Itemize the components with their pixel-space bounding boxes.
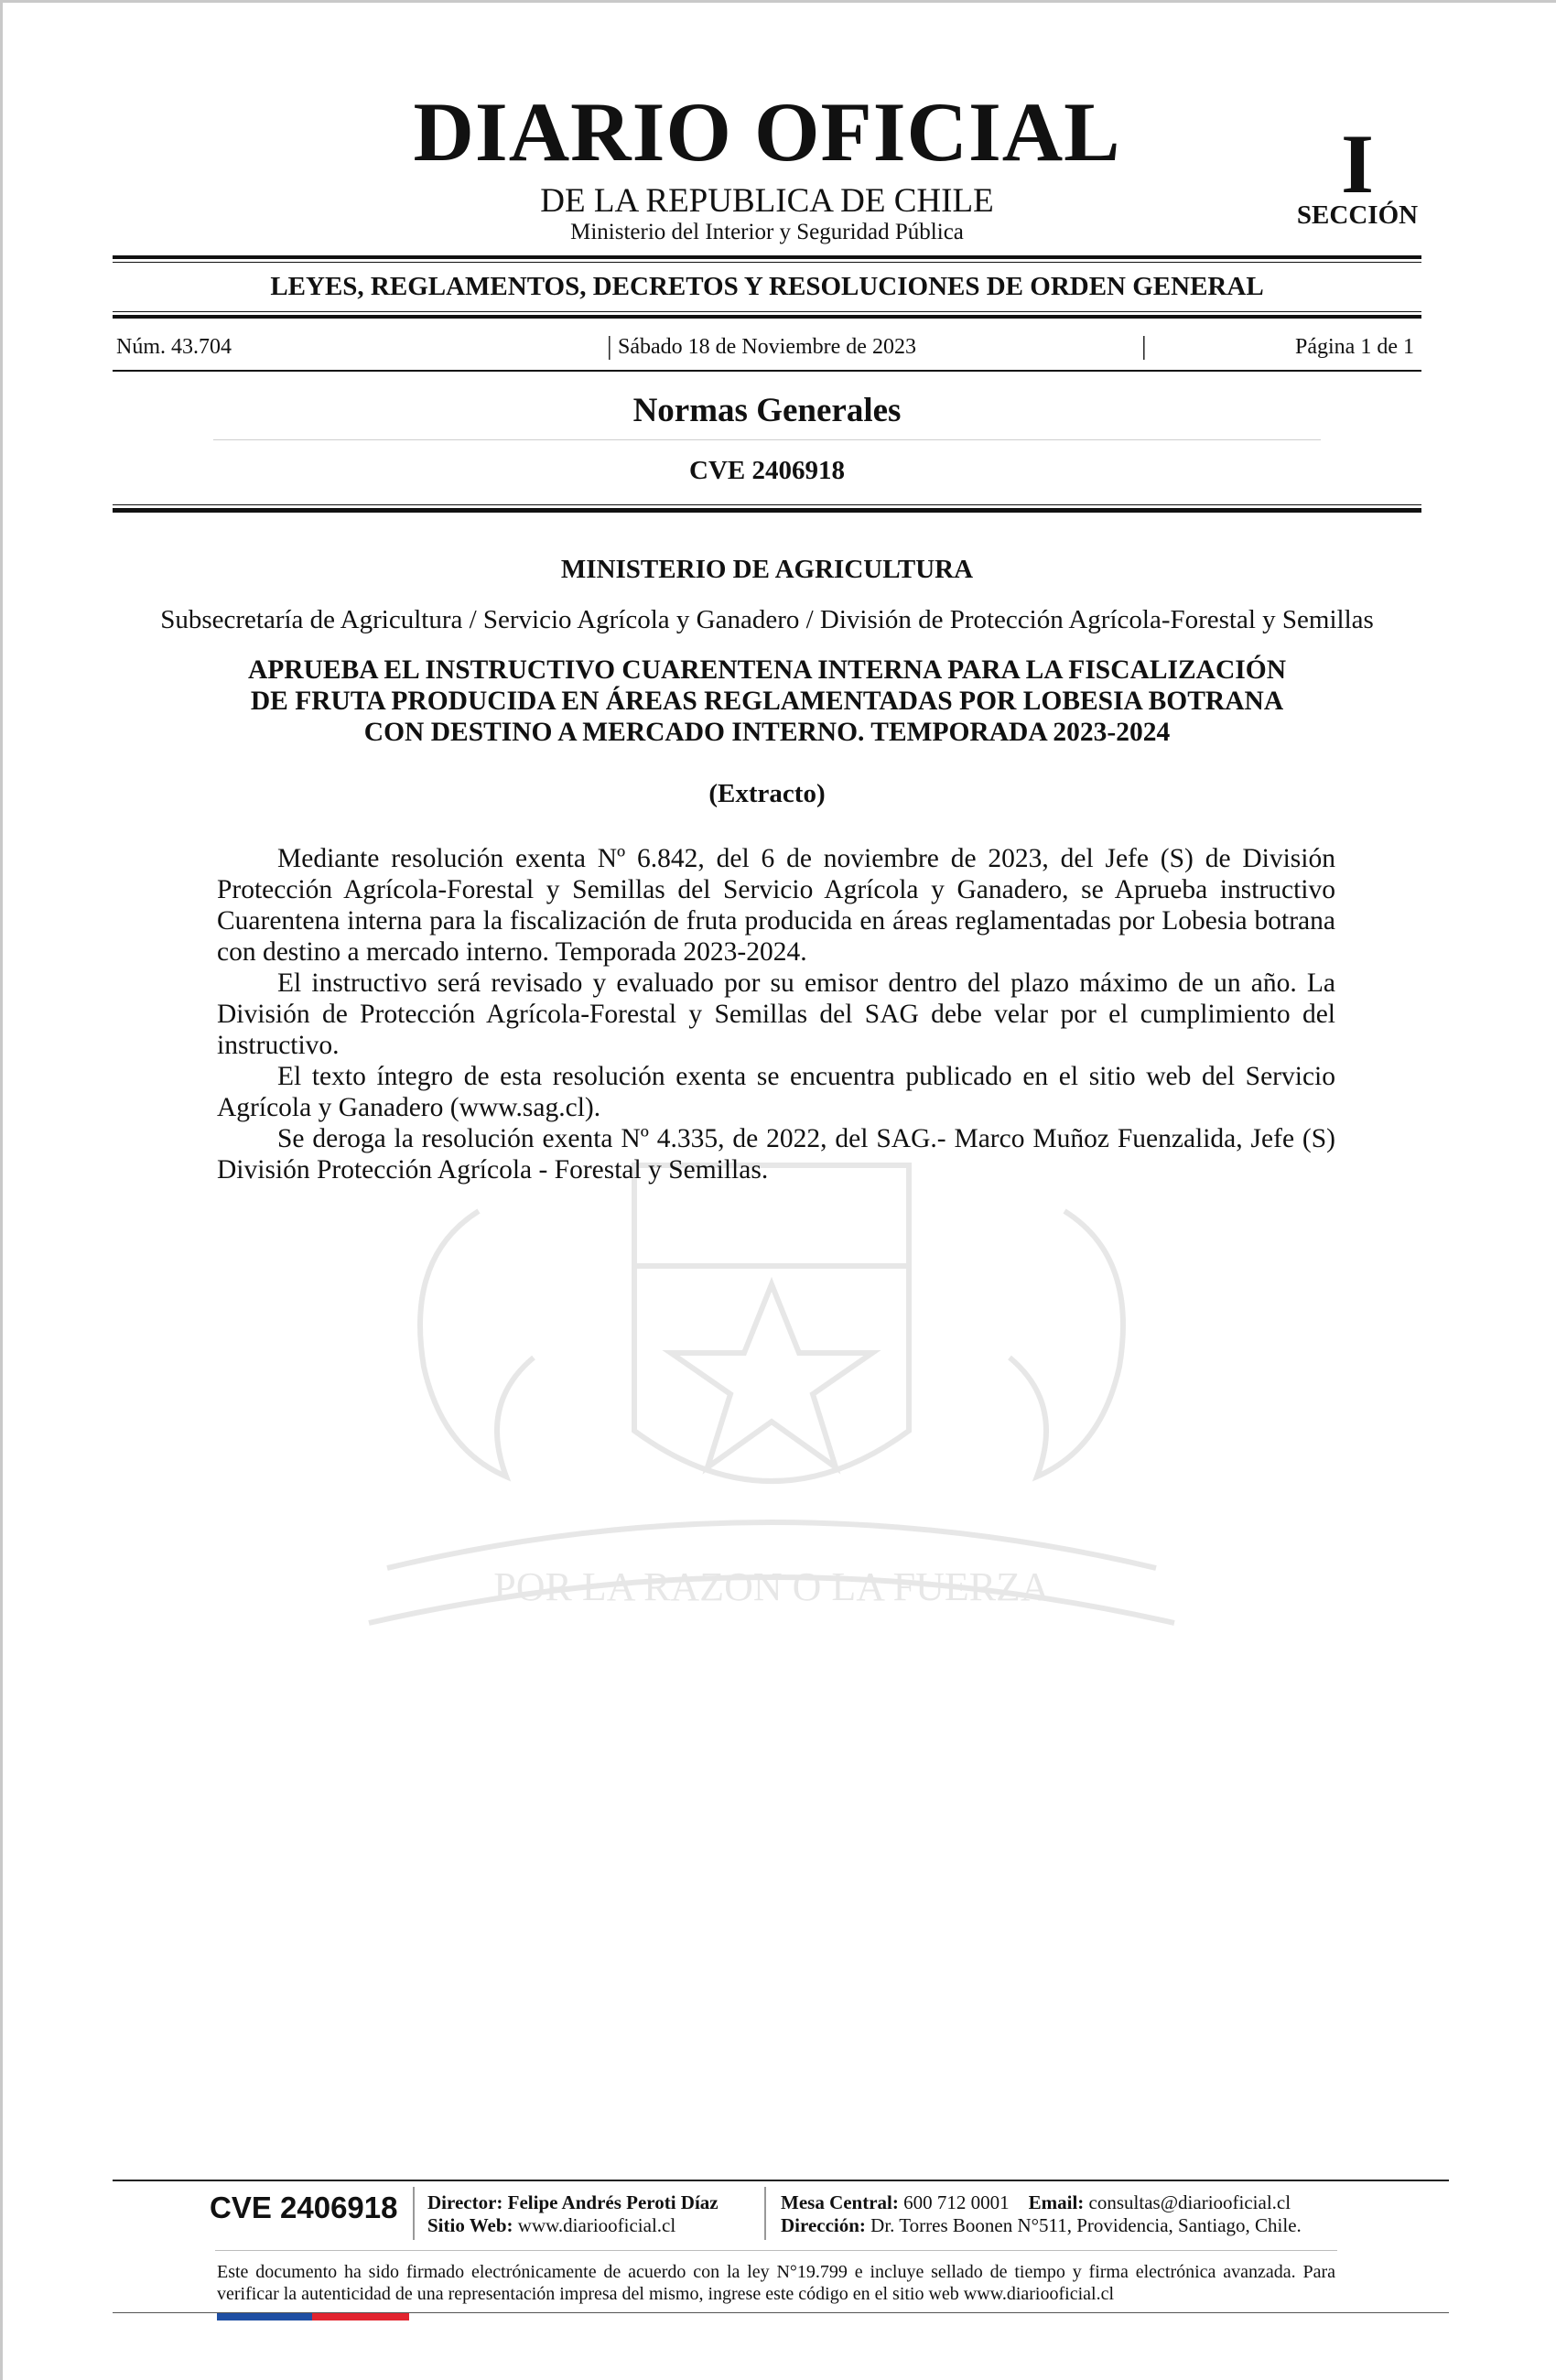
cve-code: CVE 2406918 (689, 456, 845, 485)
header-double-rule-bottom (113, 315, 1421, 319)
footer-rule-top (113, 2180, 1449, 2181)
director-name: Felipe Andrés Peroti Díaz (507, 2191, 719, 2213)
section-heading: Normas Generales (632, 392, 902, 429)
section-number: I (1341, 117, 1374, 211)
flag-stripe-blue (217, 2313, 312, 2320)
address-value: Dr. Torres Boonen N°511, Providencia, Santiago, Chile. (870, 2214, 1302, 2236)
subsecretaria-line: Subsecretaría de Agricultura / Servicio Agrícola y Ganadero / División de Protección Agrícola-Forestal y Semillas (160, 605, 1374, 634)
page-indicator: Página 1 de 1 (1295, 335, 1414, 359)
issue-date: Sábado 18 de Noviembre de 2023 (618, 335, 916, 359)
header-bar: LEYES, REGLAMENTOS, DECRETOS Y RESOLUCIONES DE ORDEN GENERAL (270, 272, 1264, 301)
footer-separator (413, 2187, 415, 2240)
masthead-subtitle: DE LA REPUBLICA DE CHILE (540, 182, 994, 220)
coat-of-arms-watermark (204, 1129, 1339, 1696)
section-heading-divider (213, 439, 1321, 440)
address-label: Dirección: (781, 2214, 866, 2236)
section-label: SECCIÓN (1296, 200, 1419, 230)
mesa-central-label: Mesa Central: (781, 2191, 899, 2213)
body-paragraph: Se deroga la resolución exenta Nº 4.335, de 2022, del SAG.- Marco Muñoz Fuenzalida, Jefe (S) División Protección Agrícola - Forestal y Semillas. (217, 1124, 1335, 1185)
body-paragraph: Mediante resolución exenta Nº 6.842, del 6 de noviembre de 2023, del Jefe (S) de División Protección Agrícola-Forestal y Semillas del Servicio Agrícola y Ganadero, se Aprueba instructivo Cuarentena interna para la fiscalización de fruta producida en áreas reglamentadas por Lobesia botrana con destino a mercado interno. Temporada 2023-2024. (217, 844, 1335, 967)
email-link[interactable]: consultas@diariooficial.cl (1088, 2191, 1291, 2213)
body-text (217, 843, 1335, 1185)
footer-rule-mid (215, 2250, 1337, 2251)
cve-rule-thick (113, 508, 1421, 513)
info-bar (113, 332, 1421, 363)
issue-number: Núm. 43.704 (116, 335, 232, 359)
footer-director-block (427, 2191, 719, 2237)
header-double-rule-top-thin (113, 262, 1421, 263)
info-separator: | (1141, 332, 1147, 361)
masthead-title: DIARIO OFICIAL (413, 85, 1121, 178)
body-paragraph: El texto íntegro de esta resolución exenta se encuentra publicado en el sitio web del Servicio Agrícola y Ganadero (www.sag.cl). (217, 1062, 1335, 1122)
header-double-rule-top (113, 255, 1421, 259)
ministry-heading: MINISTERIO DE AGRICULTURA (560, 555, 974, 584)
footer-legal-notice: Este documento ha sido firmado electrónicamente de acuerdo con la ley N°19.799 e incluye sellado de tiempo y firma electrónica avanzada. Para verificar la autenticidad de una representación impresa del mismo, ingrese este código en el sitio web www.diariooficial.cl (217, 2262, 1335, 2304)
document-title-line: CON DESTINO A MERCADO INTERNO. TEMPORADA 2023-2024 (363, 718, 1171, 747)
mesa-central-phone: 600 712 0001 (903, 2191, 1010, 2213)
website-label: Sitio Web: (427, 2214, 513, 2236)
document-title-line: DE FRUTA PRODUCIDA EN ÁREAS REGLAMENTADAS POR LOBESIA BOTRANA (250, 687, 1284, 716)
footer-contact-block (781, 2191, 1302, 2237)
flag-stripe-red (312, 2313, 409, 2320)
body-paragraph: El instructivo será revisado y evaluado por su emisor dentro del plazo máximo de un año. La División de Protección Agrícola-Forestal y Semillas del SAG debe velar por el cumplimiento del instructivo. (217, 968, 1335, 1060)
email-label: Email: (1028, 2191, 1085, 2213)
document-title (149, 654, 1385, 748)
website-link[interactable]: www.diariooficial.cl (517, 2214, 676, 2236)
cve-rule-thin (113, 504, 1421, 505)
footer-separator (764, 2187, 766, 2240)
info-bar-rule (113, 370, 1421, 372)
header-double-rule-bottom-thin (113, 311, 1421, 312)
extracto-label: (Extracto) (708, 779, 826, 808)
watermark-motto: POR LA RAZON O LA FUERZA (493, 1564, 1050, 1609)
footer-cve-code: CVE 2406918 (210, 2191, 398, 2224)
masthead-ministry: Ministerio del Interior y Seguridad Pública (570, 220, 964, 244)
document-title-line: APRUEBA EL INSTRUCTIVO CUARENTENA INTERNA PARA LA FISCALIZACIÓN (247, 655, 1286, 685)
info-separator: | (607, 332, 612, 361)
director-label: Director: (427, 2191, 503, 2213)
